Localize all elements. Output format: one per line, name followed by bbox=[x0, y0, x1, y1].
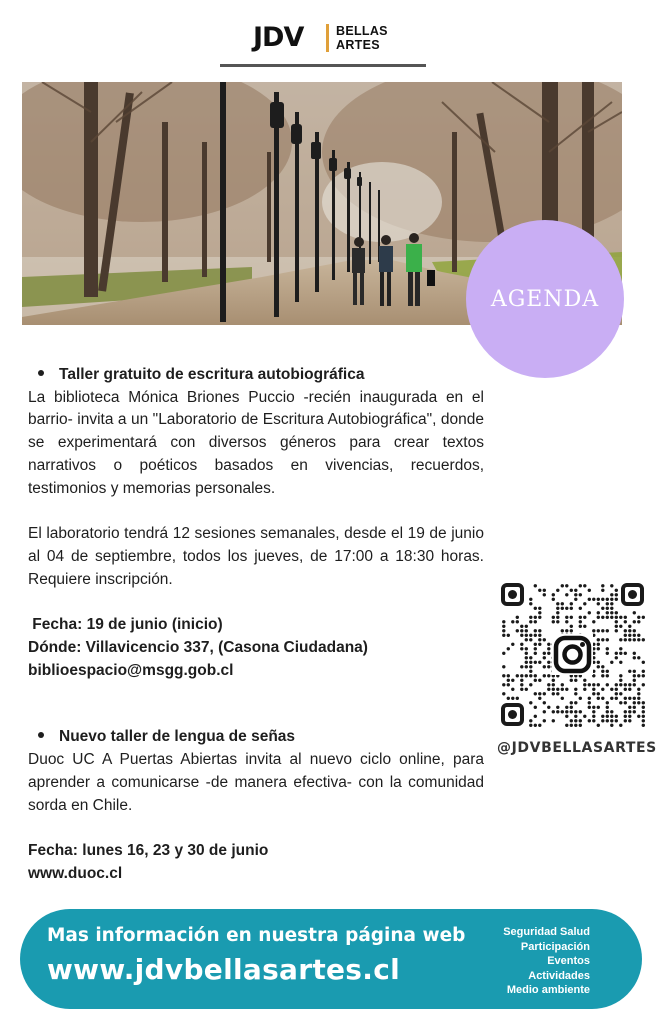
event-description: Duoc UC A Puertas Abiertas invita al nuevo ciclo online, para aprender a comunicarse -de manera efectiva- con la comunidad sorda en Chile. bbox=[28, 751, 484, 814]
logo-line-2: ARTES bbox=[336, 38, 380, 52]
footer-topic-list bbox=[503, 925, 590, 998]
instagram-qr-code[interactable] bbox=[500, 582, 645, 727]
footer-topic-item[interactable]: Actividades bbox=[528, 969, 590, 982]
event-description: La biblioteca Mónica Briones Puccio -recién inaugurada en el barrio- invita a un "Laboratorio de Escritura Autobiográfica", donde se experimentará con diversos géneros para crear textos narrativos o poéticos basados en vivencias, recuerdos, testimonios y memorias personales. bbox=[28, 388, 484, 497]
footer-heading: Mas información en nuestra página web bbox=[47, 925, 466, 946]
footer-website-link[interactable]: www.jdvbellasartes.cl bbox=[47, 953, 401, 986]
logo-mark: JDV bbox=[253, 22, 304, 53]
event-list bbox=[28, 364, 484, 886]
footer-topic-item[interactable]: Medio ambiente bbox=[506, 984, 590, 996]
footer-topic-item[interactable]: Seguridad Salud bbox=[503, 926, 590, 938]
footer-topic-item[interactable]: Participación bbox=[520, 940, 590, 953]
event-date: Fecha: 19 de junio (inicio) bbox=[28, 616, 223, 634]
logo-separator bbox=[326, 24, 329, 52]
event-contact-email[interactable]: biblioespacio@msgg.gob.cl bbox=[28, 661, 234, 679]
agenda-badge-label: AGENDA bbox=[490, 286, 600, 312]
header bbox=[0, 0, 663, 72]
bullet-icon bbox=[38, 732, 44, 738]
logo-line-1: BELLAS bbox=[336, 24, 388, 38]
event-website[interactable]: www.duoc.cl bbox=[28, 864, 123, 882]
event-location: Dónde: Villavicencio 337, (Casona Ciudadana) bbox=[28, 639, 368, 657]
bullet-icon bbox=[38, 370, 44, 376]
footer-banner bbox=[20, 909, 642, 1009]
event-date: Fecha: lunes 16, 23 y 30 de junio bbox=[28, 842, 269, 860]
event-title bbox=[28, 364, 484, 387]
event-title bbox=[28, 726, 484, 749]
agenda-badge bbox=[466, 220, 624, 378]
header-divider bbox=[220, 64, 426, 67]
instagram-handle[interactable]: @JDVBELLASARTES bbox=[497, 740, 657, 756]
logo-text bbox=[336, 24, 388, 52]
event-title-text: Taller gratuito de escritura autobiográfica bbox=[59, 366, 365, 383]
event-details: El laboratorio tendrá 12 sesiones semanales, desde el 19 de junio al 04 de septiembre, todos los jueves, de 17:00 a 18:30 horas. Requiere inscripción. bbox=[28, 525, 484, 588]
event-title-text: Nuevo taller de lengua de señas bbox=[59, 728, 296, 746]
footer-topic-item[interactable]: Eventos bbox=[547, 955, 590, 967]
